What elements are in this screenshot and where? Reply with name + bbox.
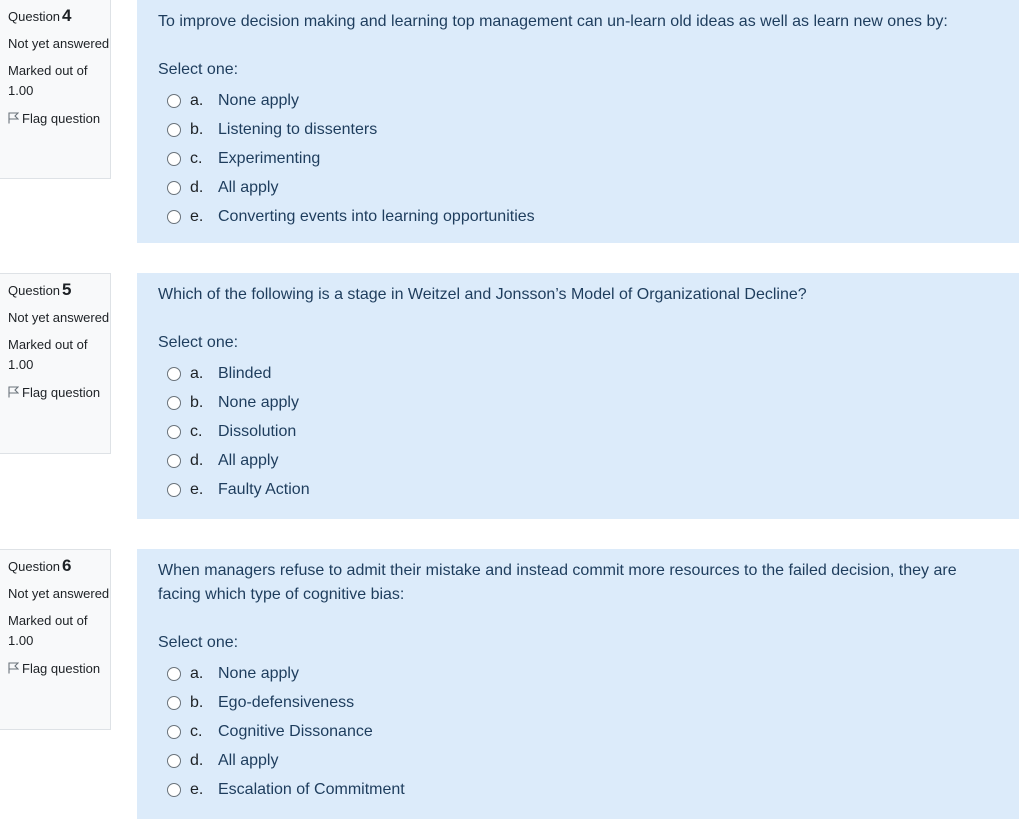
answer-letter: e. — [190, 780, 204, 798]
answer-letter: b. — [190, 120, 204, 138]
flag-icon — [8, 386, 19, 398]
flag-question-link[interactable] — [8, 659, 110, 679]
answer-letter: c. — [190, 149, 203, 167]
answer-letter: b. — [190, 393, 204, 411]
question-number: Question 4 — [8, 6, 72, 25]
answer-option-b[interactable] — [158, 688, 997, 717]
answer-letter: a. — [190, 364, 204, 382]
answer-text: Ego-defensiveness — [218, 693, 355, 711]
answer-list — [158, 359, 997, 504]
flag-icon — [8, 112, 19, 124]
answer-letter: d. — [190, 178, 204, 196]
radio-button[interactable] — [167, 396, 181, 410]
radio-button[interactable] — [167, 152, 181, 166]
answer-option-a[interactable] — [158, 659, 997, 688]
question-content-6 — [137, 549, 1019, 819]
answer-option-e[interactable] — [158, 775, 997, 804]
question-info-5 — [0, 273, 111, 454]
answer-text: None apply — [218, 91, 299, 109]
radio-button[interactable] — [167, 123, 181, 137]
question-content-4 — [137, 0, 1019, 243]
answer-text: Faulty Action — [218, 480, 310, 498]
radio-button[interactable] — [167, 754, 181, 768]
flag-question-link[interactable] — [8, 383, 110, 403]
question-info-6 — [0, 549, 111, 730]
flag-question-label: Flag question — [22, 661, 101, 676]
answer-letter: b. — [190, 693, 204, 711]
answer-option-c[interactable] — [158, 417, 997, 446]
answer-option-c[interactable] — [158, 144, 997, 173]
question-state: Not yet answered — [8, 585, 110, 601]
radio-button[interactable] — [167, 454, 181, 468]
flag-question-label: Flag question — [22, 385, 101, 400]
radio-button[interactable] — [167, 783, 181, 797]
flag-icon — [8, 662, 19, 674]
answer-option-b[interactable] — [158, 115, 997, 144]
select-one-prompt: Select one: — [158, 334, 239, 351]
answer-letter: a. — [190, 91, 204, 109]
question-content-5 — [137, 273, 1019, 519]
answer-letter: e. — [190, 480, 204, 498]
answer-list — [158, 86, 997, 231]
question-grade: Marked out of 1.00 — [8, 337, 88, 372]
answer-option-b[interactable] — [158, 388, 997, 417]
answer-option-c[interactable] — [158, 717, 997, 746]
answer-letter: c. — [190, 422, 203, 440]
flag-question-label: Flag question — [22, 111, 101, 126]
question-number: Question 5 — [8, 280, 72, 299]
radio-button[interactable] — [167, 425, 181, 439]
answer-text: All apply — [218, 751, 279, 769]
answer-text: Dissolution — [218, 422, 297, 440]
radio-button[interactable] — [167, 667, 181, 681]
answer-option-a[interactable] — [158, 86, 997, 115]
radio-button[interactable] — [167, 210, 181, 224]
answer-text: None apply — [218, 393, 299, 411]
radio-button[interactable] — [167, 696, 181, 710]
answer-text: Cognitive Dissonance — [218, 722, 373, 740]
answer-option-d[interactable] — [158, 173, 997, 202]
answer-option-d[interactable] — [158, 746, 997, 775]
answer-list — [158, 659, 997, 804]
answer-option-e[interactable] — [158, 202, 997, 231]
radio-button[interactable] — [167, 483, 181, 497]
answer-letter: d. — [190, 751, 204, 769]
answer-letter: a. — [190, 664, 204, 682]
question-text: To improve decision making and learning top management can un-learn old ideas as well as learn new ones by: — [158, 13, 948, 30]
flag-question-link[interactable] — [8, 109, 110, 129]
question-number: Question 6 — [8, 556, 72, 575]
radio-button[interactable] — [167, 181, 181, 195]
answer-text: None apply — [218, 664, 299, 682]
answer-text: Blinded — [218, 364, 272, 382]
answer-option-a[interactable] — [158, 359, 997, 388]
radio-button[interactable] — [167, 725, 181, 739]
question-grade: Marked out of 1.00 — [8, 613, 88, 648]
answer-letter: e. — [190, 207, 204, 225]
question-grade: Marked out of 1.00 — [8, 63, 88, 98]
answer-text: Listening to dissenters — [218, 120, 378, 138]
answer-text: All apply — [218, 451, 279, 469]
select-one-prompt: Select one: — [158, 634, 239, 651]
answer-letter: c. — [190, 722, 203, 740]
answer-text: Escalation of Commitment — [218, 780, 405, 798]
answer-text: All apply — [218, 178, 279, 196]
radio-button[interactable] — [167, 94, 181, 108]
question-state: Not yet answered — [8, 35, 110, 51]
answer-option-d[interactable] — [158, 446, 997, 475]
question-text: When managers refuse to admit their mistake and instead commit more resources to the failed decision, they are facing which type of cognitive bias: — [158, 562, 957, 603]
answer-text: Experimenting — [218, 149, 321, 167]
answer-option-e[interactable] — [158, 475, 997, 504]
select-one-prompt: Select one: — [158, 61, 239, 78]
answer-letter: d. — [190, 451, 204, 469]
question-state: Not yet answered — [8, 309, 110, 325]
radio-button[interactable] — [167, 367, 181, 381]
question-text: Which of the following is a stage in Weitzel and Jonsson’s Model of Organizational Decline? — [158, 286, 807, 303]
answer-text: Converting events into learning opportunities — [218, 207, 535, 225]
question-info-4 — [0, 0, 111, 179]
